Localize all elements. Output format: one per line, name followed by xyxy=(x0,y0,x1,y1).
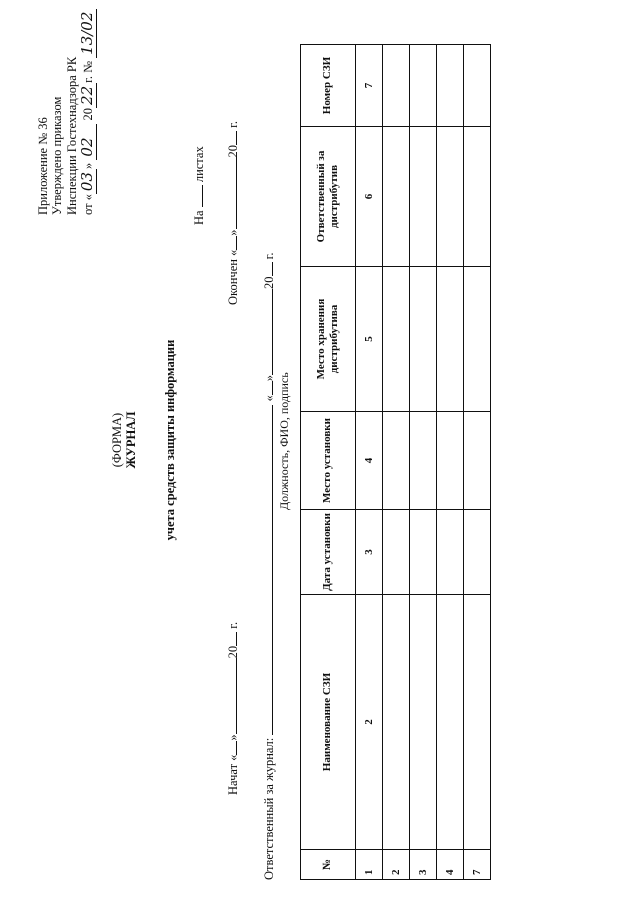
table-cell xyxy=(410,127,437,267)
table-cell xyxy=(464,45,491,127)
table-cell xyxy=(437,510,464,595)
table-cell xyxy=(464,127,491,267)
header-no: № xyxy=(301,850,356,880)
order-date-line: от «03» 02 2022г. № 13/02 xyxy=(79,9,97,215)
table-row xyxy=(464,45,491,880)
table-row-number: 2 xyxy=(383,850,410,880)
ended-line: Окончен «»20 г. xyxy=(226,120,240,305)
table-cell xyxy=(410,267,437,412)
journal-subtitle: учета средств защиты информации xyxy=(163,339,177,541)
form-label: (ФОРМА) xyxy=(110,412,124,468)
inspection-name: Инспекции Гостехнадзора РК xyxy=(64,56,79,215)
table-cell xyxy=(464,412,491,510)
handwritten-month: 02 xyxy=(79,124,97,160)
table-cell xyxy=(437,267,464,412)
table-cell xyxy=(464,267,491,412)
sheets-count-line: На листах xyxy=(192,146,206,225)
journal-title: ЖУРНАЛ xyxy=(124,411,139,469)
header-distributive-responsible: Ответственный за дистрибутив xyxy=(301,127,356,267)
table-cell xyxy=(437,45,464,127)
table-cell xyxy=(437,595,464,850)
table-row-number: 1 xyxy=(356,850,383,880)
table-row xyxy=(437,45,464,880)
approved-by-order: Утверждено приказом xyxy=(50,96,65,215)
column-number: 2 xyxy=(356,595,383,850)
table-row xyxy=(383,45,410,880)
handwritten-day: 03 xyxy=(79,169,97,194)
table-cell xyxy=(383,595,410,850)
approval-block xyxy=(36,9,97,215)
column-numbers-row xyxy=(356,45,383,880)
table-cell xyxy=(383,267,410,412)
table-cell xyxy=(410,595,437,850)
handwritten-year: 22 xyxy=(79,83,97,108)
responsible-signature-line xyxy=(272,405,273,735)
table-cell xyxy=(410,412,437,510)
table-cell xyxy=(410,510,437,595)
table-cell xyxy=(437,127,464,267)
header-szi-number: Номер СЗИ xyxy=(301,45,356,127)
column-number: 4 xyxy=(356,412,383,510)
table-cell xyxy=(383,45,410,127)
table-cell xyxy=(464,595,491,850)
started-line: Начат «»20 г. xyxy=(226,621,240,795)
header-storage-place: Место хранения дистрибутива xyxy=(301,267,356,412)
column-number: 6 xyxy=(356,127,383,267)
table-row-number: 4 xyxy=(437,850,464,880)
table-header-row xyxy=(301,45,356,880)
table-row-number: 3 xyxy=(410,850,437,880)
appendix-number: Приложение № 36 xyxy=(36,117,50,215)
table-cell xyxy=(383,127,410,267)
responsible-line: Ответственный за журнал: «»20 г. xyxy=(262,252,276,880)
handwritten-order-number: 13/02 xyxy=(79,9,97,58)
header-install-place: Место установки xyxy=(301,412,356,510)
column-number: 7 xyxy=(356,45,383,127)
table-cell xyxy=(383,412,410,510)
table-cell xyxy=(464,510,491,595)
responsible-caption: Должность, ФИО, подпись xyxy=(277,372,291,510)
table-cell xyxy=(437,412,464,510)
table-row-number: 7 xyxy=(464,850,491,880)
header-install-date: Дата установки xyxy=(301,510,356,595)
table-cell xyxy=(383,510,410,595)
journal-table xyxy=(300,44,491,880)
table-row xyxy=(410,45,437,880)
column-number: 3 xyxy=(356,510,383,595)
table-cell xyxy=(410,45,437,127)
title-block xyxy=(110,275,139,605)
header-szi-name: Наименование СЗИ xyxy=(301,595,356,850)
responsible-label: Ответственный за журнал: xyxy=(262,737,276,880)
column-number: 5 xyxy=(356,267,383,412)
